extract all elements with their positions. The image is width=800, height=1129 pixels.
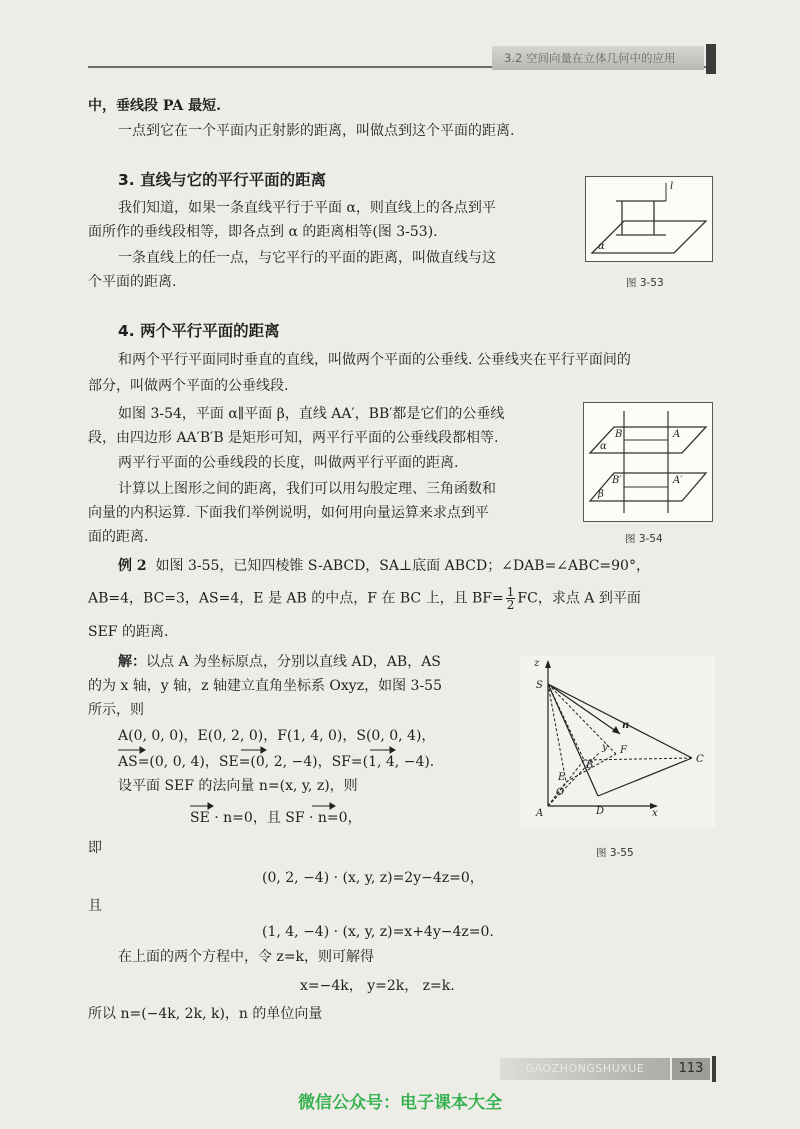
footer-rule (712, 1056, 716, 1082)
figure-3-55-drawing (520, 656, 715, 828)
example-text-a: 如图 3-55，已知四棱锥 S-ABCD，SA⊥底面 ABCD；∠DAB=∠ABC=90°， (155, 558, 650, 574)
para-3c: 一条直线上的任一点，与它平行的平面的距离，叫做直线与这 (118, 250, 496, 266)
edge-SE (548, 684, 566, 782)
para-4a: 和两个平行平面同时垂直的直线，叫做两个平面的公垂线. 公垂线夹在平行平面间的 (118, 352, 631, 368)
example-text-b: AB=4，BC=3，AS=4，E 是 AB 的中点，F 在 BC 上，且 BF= (88, 590, 504, 607)
caption-3-55: 图 3-55 (596, 847, 634, 859)
label-alpha: α (600, 441, 607, 452)
label-B: B (586, 760, 594, 771)
equation-2: (1, 4, −4) · (x, y, z)=x+4y−4z=0. (262, 924, 494, 940)
word-qie: 且 (88, 898, 102, 914)
para-4c: 如图 3-54，平面 α∥平面 β，直线 AA′，BB′都是它们的公垂线 (118, 406, 505, 422)
label-A: A (673, 429, 681, 440)
label-beta: β (598, 489, 604, 500)
solve-text: 在上面的两个方程中，令 z=k，则可解得 (118, 949, 375, 965)
label-n: n (622, 720, 630, 731)
plane-alpha (592, 221, 706, 253)
figure-3-53-drawing (586, 177, 712, 261)
para-4d: 段，由四边形 AA′B′B 是矩形可知，两平行平面的公垂线段都相等. (88, 430, 499, 446)
para-3d: 个平面的距离. (88, 274, 177, 290)
para-4b: 部分，叫做两个平面的公垂线段. (88, 378, 289, 394)
fraction-numerator: 1 (506, 585, 515, 599)
para-3b: 面所作的垂线段相等，即各点到 α 的距离相等(图 3-53). (88, 224, 438, 240)
word-ji: 即 (88, 840, 102, 856)
equation-1: (0, 2, −4) · (x, y, z)=2y−4z=0， (262, 870, 484, 886)
example-label: 例 2 (118, 558, 147, 574)
label-B: B (615, 429, 623, 440)
solution-text-a: 以点 A 为坐标原点，分别以直线 AD，AB，AS (146, 654, 441, 670)
page-number: 113 (672, 1058, 710, 1080)
label-A: A (536, 808, 544, 819)
fraction-denominator: 2 (506, 598, 515, 612)
label-A-prime: A′ (673, 475, 683, 486)
para-4g: 向量的内积运算. 下面我们举例说明，如何用向量运算来求点到平 (88, 505, 489, 521)
label-S: S (536, 680, 543, 691)
para-3a: 我们知道，如果一条直线平行于平面 α，则直线上的各点到平 (118, 200, 496, 216)
dot-equations: SE · n=0，且 SF · n=0， (190, 810, 362, 826)
label-F: F (620, 745, 627, 756)
edge-BC (584, 758, 692, 760)
figure-3-54 (583, 402, 713, 522)
header-bar (706, 44, 716, 74)
footer-series: GAOZHONGSHUXUE (500, 1058, 670, 1080)
heading-section-4: 4. 两个平行平面的距离 (118, 322, 280, 340)
final-line: 所以 n=(−4k, 2k, k)，n 的单位向量 (88, 1006, 323, 1022)
normal-vector: 设平面 SEF 的法向量 n=(x, y, z)，则 (118, 778, 358, 794)
solution-xyz: x=−4k， y=2k， z=k. (300, 978, 455, 994)
watermark: 微信公众号：电子课本大全 (298, 1093, 502, 1113)
example-2-line-1 (118, 556, 650, 576)
label-B-prime: B′ (612, 475, 622, 486)
example-2-line-2 (88, 586, 641, 611)
example-text-d: SEF 的距离. (88, 624, 169, 640)
segment-AB (548, 760, 584, 806)
arrowhead-z (545, 660, 551, 668)
label-E: E (558, 772, 566, 783)
label-O: O (556, 787, 565, 798)
vectors: AS=(0, 0, 4)，SE=(0, 2, −4)，SF=(1, 4, −4). (118, 754, 435, 770)
edge-SB (548, 684, 584, 760)
line-1: 中，垂线段 PA 最短. (88, 98, 221, 114)
edge-DC (598, 758, 692, 796)
label-l: l (670, 181, 674, 192)
para-4h: 面的距离. (88, 529, 149, 545)
para-4f: 计算以上图形之间的距离，我们可以用勾股定理、三角函数和 (118, 481, 496, 497)
figure-3-53 (585, 176, 713, 262)
example-text-c: FC，求点 A 到平面 (517, 590, 641, 607)
solution-line-1 (118, 652, 441, 672)
line-2: 一点到它在一个平面内正射影的距离，叫做点到这个平面的距离. (118, 123, 515, 139)
label-x: x (652, 808, 658, 819)
fraction-one-half (506, 586, 516, 611)
points: A(0, 0, 0)，E(0, 2, 0)，F(1, 4, 0)，S(0, 0, 4)， (118, 728, 436, 744)
solution-text-b: 的为 x 轴，y 轴，z 轴建立直角坐标系 Oxyz，如图 3-55 (88, 678, 442, 694)
label-C: C (696, 754, 704, 765)
label-z: z (534, 658, 540, 669)
para-4e: 两平行平面的公垂线段的长度，叫做两平行平面的距离. (118, 455, 459, 471)
caption-3-53: 图 3-53 (626, 277, 664, 289)
solution-text-c: 所示，则 (88, 702, 144, 718)
label-y: y (602, 742, 608, 753)
heading-section-3: 3. 直线与它的平行平面的距离 (118, 171, 327, 189)
figure-3-55 (520, 656, 715, 828)
label-alpha: α (598, 241, 605, 252)
caption-3-54: 图 3-54 (625, 533, 663, 545)
solution-label: 解： (118, 654, 146, 670)
label-D: D (596, 806, 605, 817)
section-title: 3.2 空间向量在立体几何中的应用 (492, 46, 704, 70)
figure-3-54-drawing (584, 403, 712, 521)
